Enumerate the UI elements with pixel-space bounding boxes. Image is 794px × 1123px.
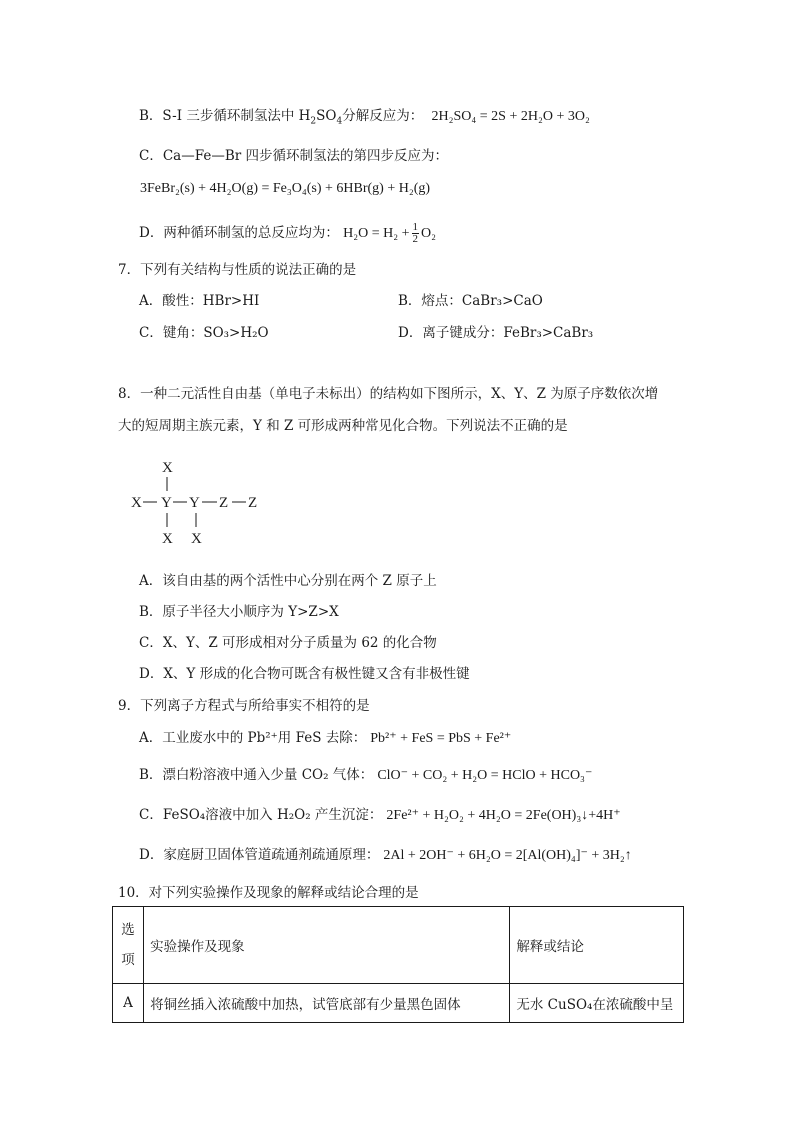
q6-option-d-text: D．两种循环制氢的总反应均为： [139, 225, 339, 241]
atom-y2: Y [189, 495, 200, 511]
atom-z2: Z [248, 495, 258, 511]
q7-option-b: B．熔点：CaBr₃>CaO [398, 293, 543, 309]
header-option: 选项 [113, 907, 144, 984]
table-header-row [113, 907, 684, 984]
q8-stem-line1: 8．一种二元活性自由基（单电子未标出）的结构如下图所示，X、Y、Z 为原子序数依次增 [118, 386, 659, 402]
atom-x-bottom1: X [162, 531, 173, 547]
q7-option-d: D．离子键成分：FeBr₃>CaBr₃ [398, 325, 594, 341]
q6-option-b: B．S-I 三步循环制氢法中 $H_2SO_4$分解反应为： 2H₂SO₄ = 2S + 2H₂O + 3O₂ [139, 108, 590, 127]
q7-option-c: C．键角：SO₃>H₂O [139, 325, 269, 341]
q6-option-d [139, 222, 436, 245]
q8-option-c: C．X、Y、Z 可形成相对分子质量为 62 的化合物 [139, 635, 437, 651]
header-operation: 实验操作及现象 [144, 907, 510, 984]
q9-option-d-equation: 2Al + 2OH⁻ + 6H₂O = 2[Al(OH)₄]⁻ + 3H₂↑ [383, 848, 632, 863]
q9-option-a-equation: Pb²⁺ + FeS = PbS + Fe²⁺ [370, 731, 512, 746]
q9-option-c: C．FeSO₄溶液中加入 H₂O₂ 产生沉淀： 2Fe²⁺ + H₂O₂ + 4H₂O = 2Fe(OH)₃↓+4H⁺ [139, 807, 621, 823]
atom-y1: Y [161, 495, 172, 511]
atom-x-top: X [162, 460, 173, 476]
cell-conclusion: 无水 CuSO₄在浓硫酸中呈 [510, 984, 684, 1023]
q10-stem: 10．对下列实验操作及现象的解释或结论合理的是 [118, 885, 419, 901]
q9-option-b-equation: ClO⁻ + CO₂ + H₂O = HClO + HCO₃⁻ [377, 768, 593, 783]
radical-structure-diagram [125, 455, 275, 550]
q9-stem: 9．下列离子方程式与所给事实不相符的是 [118, 698, 370, 714]
q9-option-d: D．家庭厨卫固体管道疏通剂疏通原理： 2Al + 2OH⁻ + 6H₂O = 2[Al(OH)₄]⁻ + 3H₂↑ [139, 847, 632, 863]
q6-option-d-equation: H₂O = H₂ + $\frac{1}{2}$ O₂ [343, 221, 437, 246]
q6-option-b-equation: 2H₂SO₄ = 2S + 2H₂O + 3O₂ [431, 109, 590, 124]
q10-table [112, 906, 684, 1023]
q9-option-b: B．漂白粉溶液中通入少量 CO₂ 气体： ClO⁻ + CO₂ + H₂O = HClO + HCO₃⁻ [139, 767, 593, 783]
q6-option-c-equation: 3FeBr₂(s) + 4H₂O(g) = Fe₃O₄(s) + 6HBr(g) + H₂(g) [140, 181, 431, 196]
q9-option-a: A．工业废水中的 Pb²⁺用 FeS 去除： Pb²⁺ + FeS = PbS + Fe²⁺ [139, 730, 512, 746]
cell-operation: 将铜丝插入浓硫酸中加热，试管底部有少量黑色固体 [144, 984, 510, 1023]
header-conclusion: 解释或结论 [510, 907, 684, 984]
cell-option: A [113, 984, 144, 1023]
q7-stem: 7．下列有关结构与性质的说法正确的是 [118, 262, 357, 278]
atom-x-bottom2: X [191, 531, 202, 547]
atom-x-left: X [131, 495, 142, 511]
q8-option-a: A．该自由基的两个活性中心分别在两个 Z 原子上 [139, 573, 437, 589]
q8-option-d: D．X、Y 形成的化合物可既含有极性键又含有非极性键 [139, 666, 470, 682]
atom-z1: Z [219, 495, 229, 511]
q6-option-b-text: B．S-I 三步循环制氢法中 H [139, 108, 311, 124]
q7-option-a: A．酸性：HBr>HI [139, 293, 260, 309]
fraction-one-half: $\frac{1}{2}$ [412, 221, 419, 246]
q9-option-c-equation: 2Fe²⁺ + H₂O₂ + 4H₂O = 2Fe(OH)₃↓+4H⁺ [386, 808, 621, 823]
q8-option-b: B．原子半径大小顺序为 Y>Z>X [139, 604, 339, 620]
q8-stem-line2: 大的短周期主族元素，Y 和 Z 可形成两种常见化合物。下列说法不正确的是 [118, 418, 568, 434]
q6-option-c: C．Ca—Fe—Br 四步循环制氢法的第四步反应为： [139, 148, 448, 164]
table-row [113, 984, 684, 1023]
